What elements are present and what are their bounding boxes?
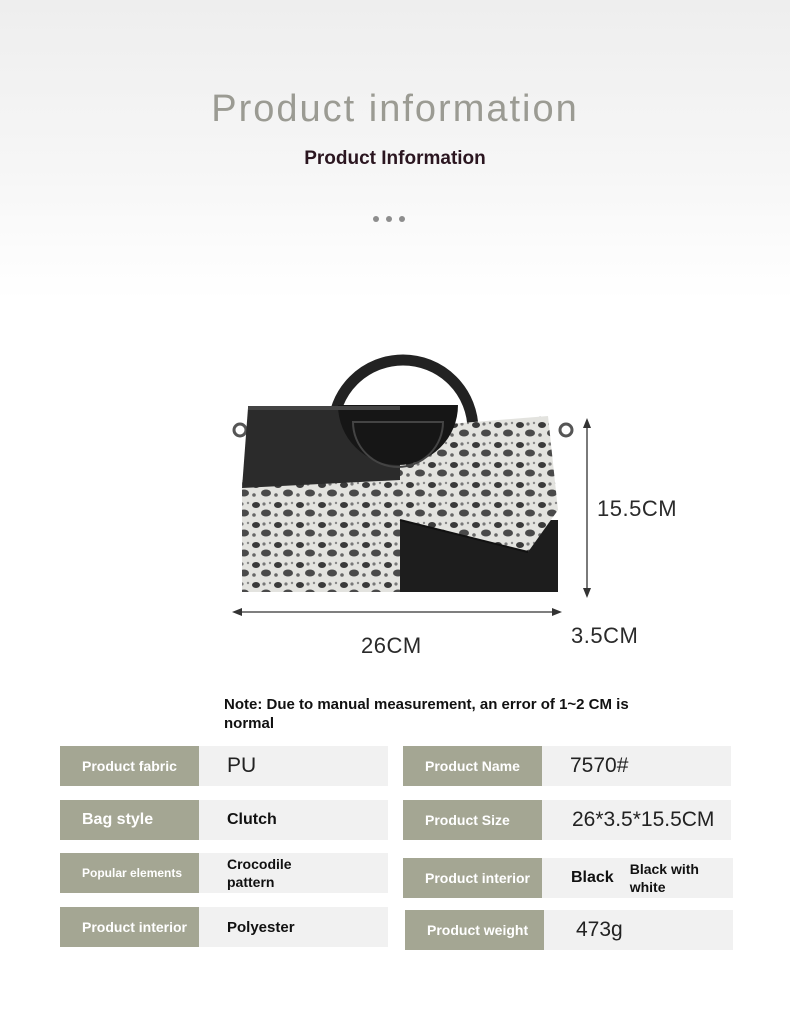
spec-value-group (542, 858, 733, 898)
spec-label: Product fabric (60, 746, 199, 786)
spec-label: Bag style (60, 800, 199, 840)
spec-label: Product interior (60, 907, 199, 947)
spec-row (403, 800, 731, 840)
spec-row (60, 746, 388, 786)
width-dimension: 26CM (361, 633, 422, 658)
spec-row (60, 800, 388, 840)
spec-label: Product interior (403, 858, 542, 898)
spec-row (403, 858, 733, 898)
depth-dimension: 3.5CM (571, 623, 639, 648)
spec-value: 26*3.5*15.5CM (542, 800, 731, 840)
spec-value: PU (199, 746, 388, 786)
measurement-note: Note: Due to manual measurement, an error of 1~2 CM is normal (224, 696, 629, 732)
spec-row (60, 907, 388, 947)
spec-label: Popular elements (60, 853, 199, 893)
spec-value: Clutch (199, 800, 388, 840)
spec-value: 7570# (542, 746, 731, 786)
spec-label: Product Size (403, 800, 542, 840)
spec-label: Product weight (405, 910, 544, 950)
page-headline: Product information (211, 88, 579, 130)
spec-row (403, 746, 731, 786)
page-subheading: Product Information (304, 148, 486, 169)
height-dimension: 15.5CM (597, 496, 678, 521)
spec-row (405, 910, 733, 950)
spec-value: Crocodile pattern (199, 853, 388, 893)
spec-value: 473g (544, 910, 733, 950)
spec-value-secondary: Black with white (629, 861, 699, 895)
spec-label: Product Name (403, 746, 542, 786)
spec-value: Polyester (199, 907, 388, 947)
spec-value: Black (571, 869, 614, 886)
spec-row (60, 853, 388, 893)
